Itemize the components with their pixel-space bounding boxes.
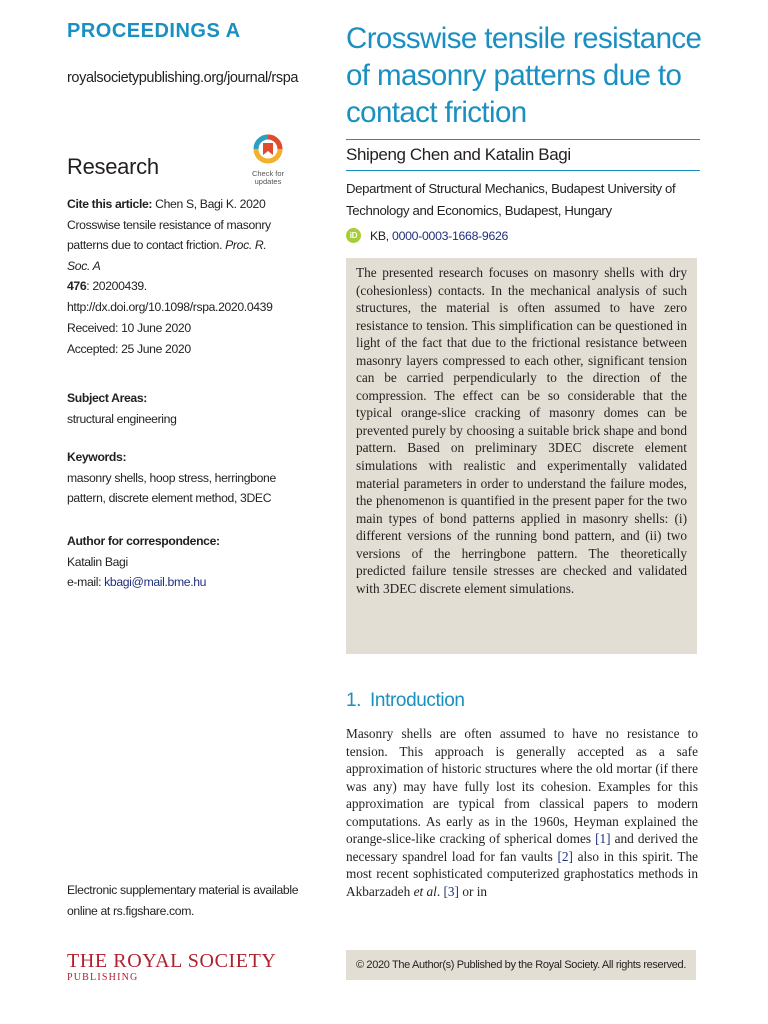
orcid-line <box>346 228 508 243</box>
cite-journal: Proc. R. Soc. A <box>67 238 267 273</box>
email-label: e-mail: <box>67 575 105 589</box>
publisher-sub: PUBLISHING <box>67 972 139 983</box>
reference-link-1[interactable]: [1] <box>595 831 611 847</box>
journal-url-link[interactable]: royalsocietypublishing.org/journal/rspa <box>67 70 299 86</box>
cite-volume: 476 <box>67 279 87 293</box>
affiliation: Department of Structural Mechanics, Budapest University of Technology and Economics, Budapest, Hungary <box>346 181 676 218</box>
publisher-name: THE ROYAL SOCIETY <box>67 950 277 972</box>
journal-name: PROCEEDINGS A <box>67 20 241 42</box>
keywords-heading: Keywords: <box>67 450 127 464</box>
cite-text: Chen S, Bagi K. 2020 Crosswise tensile resistance of masonry patterns due to contact friction. <box>67 197 271 252</box>
article-type: Research <box>67 154 159 179</box>
subject-value: structural engineering <box>67 411 177 426</box>
check-for-updates-icon <box>253 134 283 164</box>
intro-text-3: also in this spirit. The most recent sophisticated computerized graphostatics methods in Akbarzadeh <box>346 848 699 899</box>
authors-rule <box>346 170 700 171</box>
authors: Shipeng Chen and Katalin Bagi <box>346 145 571 164</box>
section-heading-introduction <box>346 690 465 712</box>
email-link[interactable]: kbagi@mail.bme.hu <box>104 575 207 589</box>
received-date: Received: 10 June 2020 <box>67 321 191 335</box>
intro-text-2: and derived the necessary spandrel load for fan vaults <box>346 831 698 864</box>
intro-text-1: Masonry shells are often assumed to have no resistance to tension. This approach is generally accepted as a safe approximation of historic structures where the old mortar (if there was any) may have fully lost its cohesion. Examples for this approximation are typical from classical papers to modern computations. As early as in the 1960s, Heyman explained the orange-slice-like cracking of spherical domes <box>346 726 698 847</box>
copyright-notice: © 2020 The Author(s) Published by the Royal Society. All rights reserved. <box>346 950 696 980</box>
check-for-updates-label: Check for updates <box>251 169 285 186</box>
accepted-date: Accepted: 25 June 2020 <box>67 341 191 356</box>
orcid-icon[interactable]: iD <box>346 228 361 243</box>
correspondence <box>67 531 220 593</box>
reference-link-3[interactable]: [3] <box>443 883 459 899</box>
section-title: Introduction <box>370 690 465 711</box>
orcid-link[interactable]: 0000-0003-1668-9626 <box>392 228 509 243</box>
subject-heading: Subject Areas: <box>67 391 147 405</box>
cite-pages: : 20200439. <box>86 279 147 293</box>
article-title: Crosswise tensile resistance of masonry patterns due to contact friction <box>346 22 702 129</box>
introduction-paragraph <box>346 725 698 900</box>
intro-text-5: or in <box>459 883 488 899</box>
abstract: The presented research focuses on masonry shells with dry (cohesionless) contacts. In the mechanical analysis of such structures, the material is often assumed to have zero resistance to tension. This simplification can be questioned in light of the fact that due to the frictional resistance between masonry layers compressed to each other, significant tension can be carried perpendicularly to the direction of the compression. The effect can be so considerable that the typical orange-slice cracking of masonry domes can be prevented purely by choosing a suitable brick shape and bond pattern. Based on preliminary 3DEC discrete element simulations with realistic and experimentally validated material parameters in order to understand the failure modes, the phenomenon is quantified in the present paper for the two main types of bond patterns applied in masonry shells: (i) different versions of the running bond pattern, and (ii) two versions of the herringbone pattern. The theoretically predicted failure tensile stresses are checked and validated with 3DEC discrete element simulations. <box>346 258 697 654</box>
intro-etal: et al <box>413 883 437 899</box>
check-for-updates-badge[interactable] <box>243 134 293 186</box>
keywords <box>67 447 297 509</box>
section-number: 1. <box>346 690 362 711</box>
citation-block <box>67 194 292 317</box>
intro-text-4: . <box>436 883 444 899</box>
reference-link-2[interactable]: [2] <box>557 848 573 864</box>
subject-areas <box>67 388 177 429</box>
doi-link[interactable]: http://dx.doi.org/10.1098/rspa.2020.0439 <box>67 299 273 314</box>
dates-block <box>67 318 191 359</box>
supplementary-note: Electronic supplementary material is available online at rs.figshare.com. <box>67 883 299 918</box>
correspondence-heading: Author for correspondence: <box>67 534 220 548</box>
orcid-initials: KB, <box>370 228 389 243</box>
publisher-logo <box>67 950 276 984</box>
correspondence-name: Katalin Bagi <box>67 554 128 569</box>
cite-label: Cite this article: <box>67 197 153 211</box>
title-rule <box>346 139 700 140</box>
keywords-value: masonry shells, hoop stress, herringbone pattern, discrete element method, 3DEC <box>67 470 276 505</box>
